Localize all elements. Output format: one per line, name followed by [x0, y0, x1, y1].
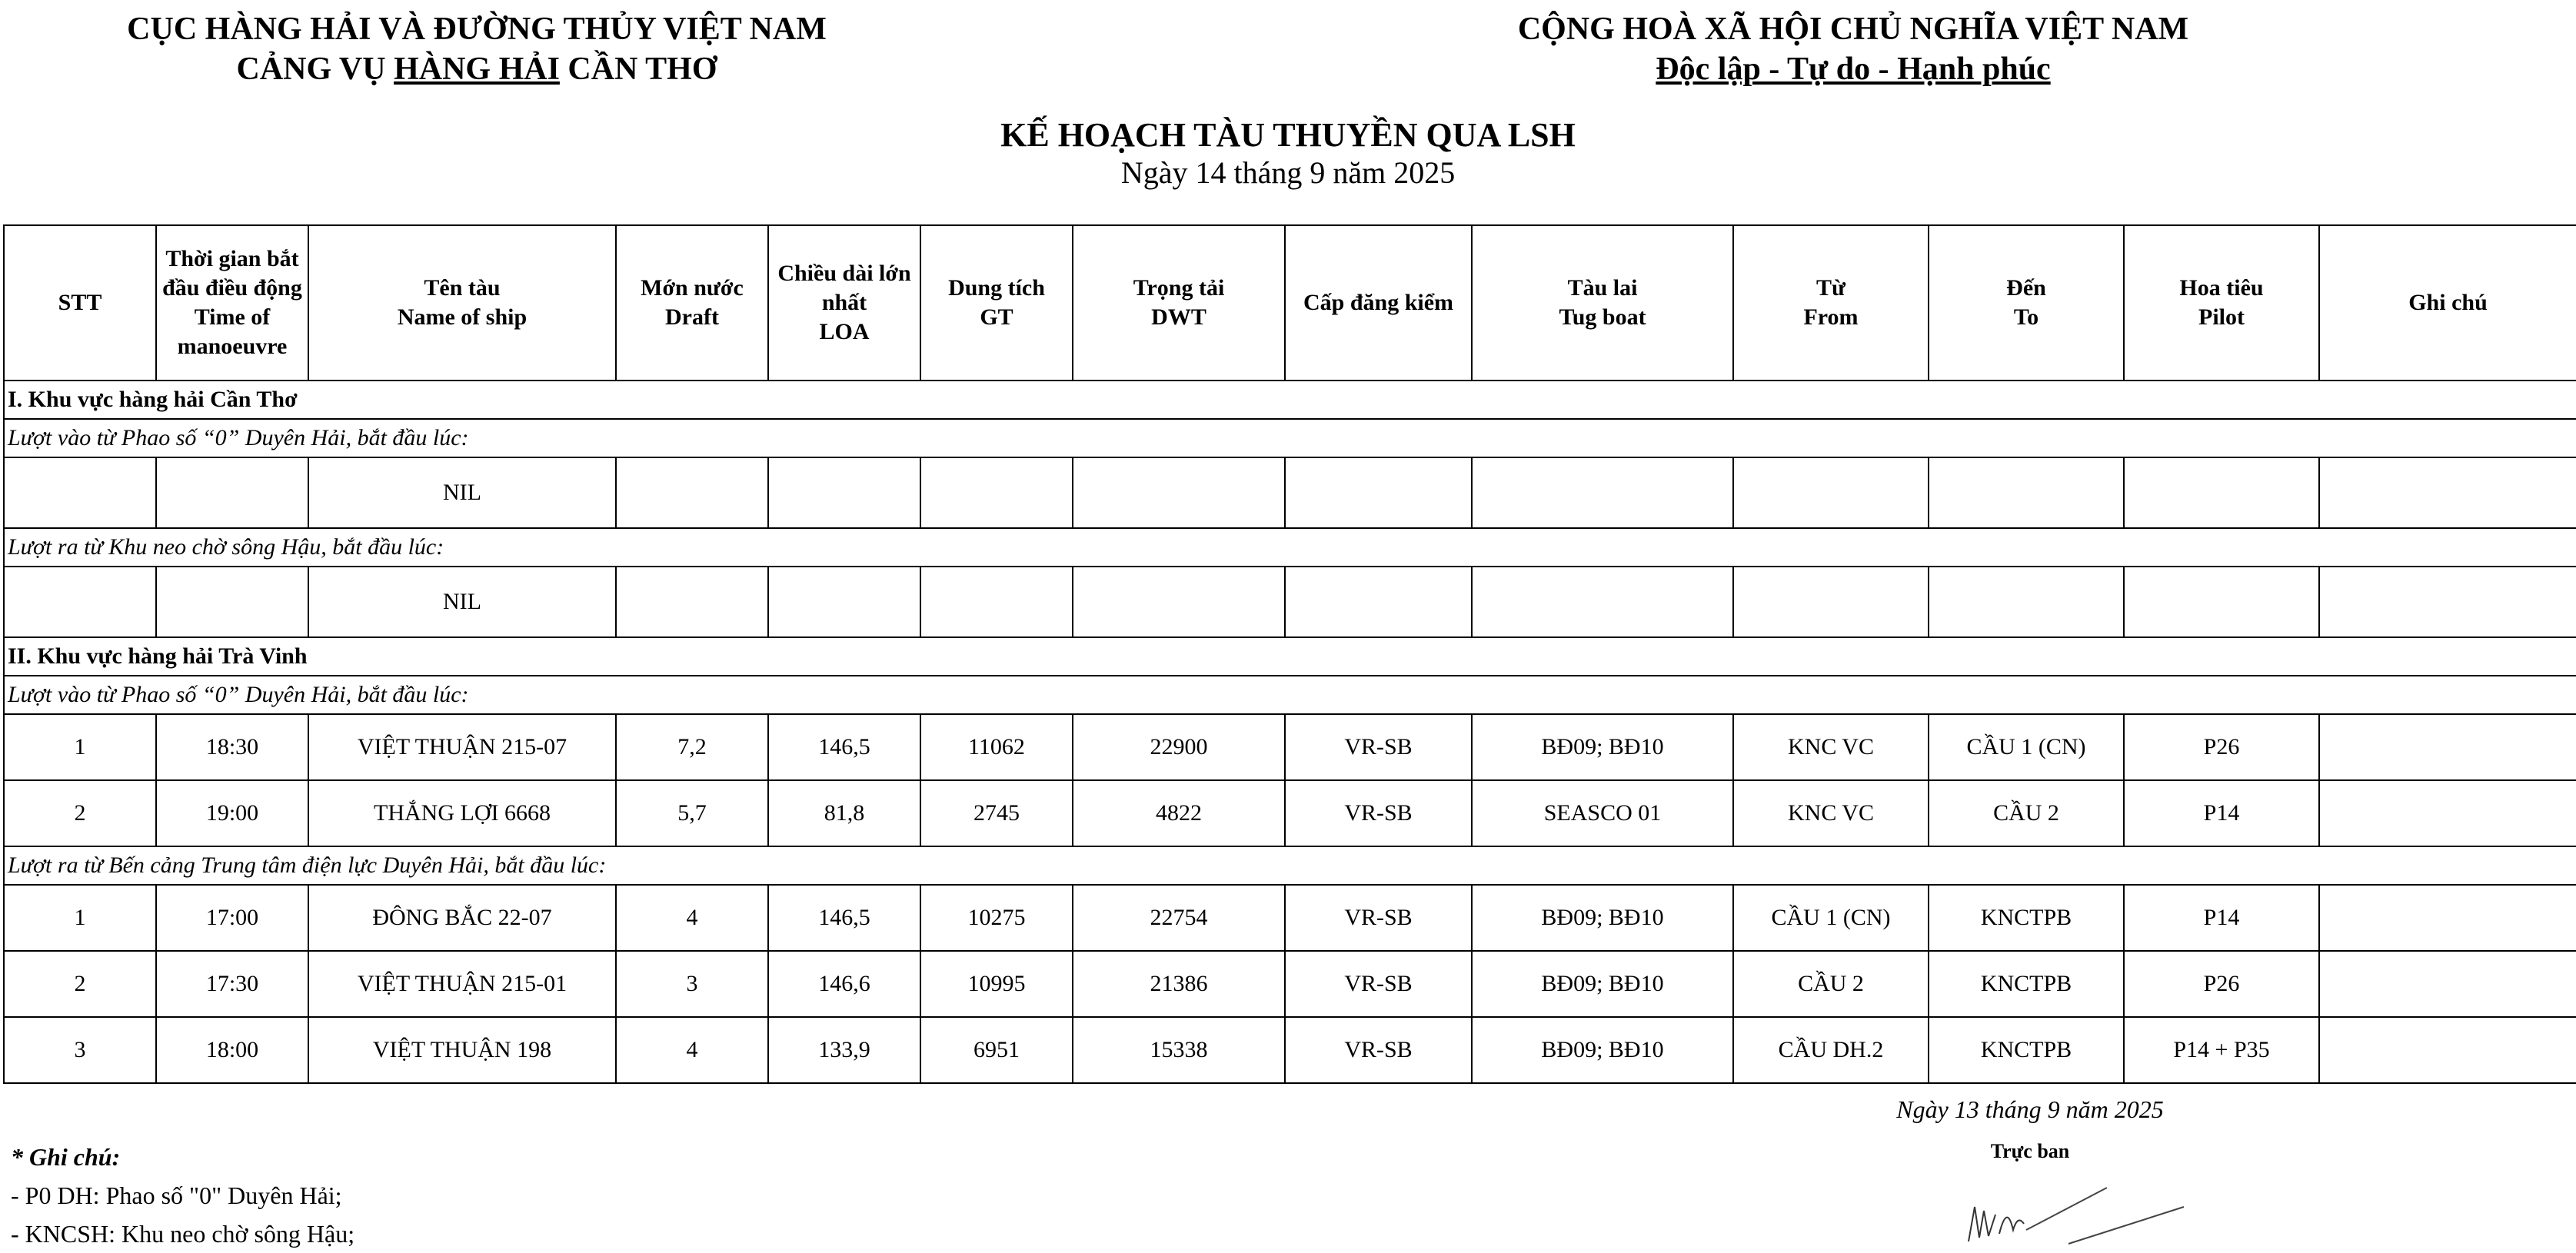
- table-cell: [2319, 1017, 2576, 1083]
- table-cell: [1472, 457, 1733, 528]
- table-cell: [2124, 457, 2319, 528]
- table-cell: 2: [4, 951, 156, 1017]
- table-cell: BĐ09; BĐ10: [1472, 1017, 1733, 1083]
- table-row: [4, 1017, 2576, 1083]
- section-title: II. Khu vực hàng hải Trà Vinh: [4, 637, 2576, 676]
- column-header-en: Draft: [665, 304, 719, 330]
- column-header-vi: STT: [58, 290, 102, 315]
- note-item: - KNCSH: Khu neo chờ sông Hậu;: [11, 1220, 355, 1248]
- column-header: [768, 225, 920, 381]
- table-cell: 11062: [920, 714, 1073, 780]
- table-cell: 4822: [1073, 780, 1285, 846]
- column-header: [1285, 225, 1472, 381]
- table-row: [4, 951, 2576, 1017]
- table-cell: 22754: [1073, 885, 1285, 951]
- table-cell: THẮNG LỢI 6668: [308, 780, 616, 846]
- column-header-en: From: [1803, 304, 1859, 330]
- table-cell: [2319, 457, 2576, 528]
- table-cell: 10275: [920, 885, 1073, 951]
- table-cell: P14: [2124, 780, 2319, 846]
- column-header: [1733, 225, 1929, 381]
- signature-date: Ngày 13 tháng 9 năm 2025: [1896, 1095, 2164, 1123]
- column-header-vi: Chiều dài lớn nhất: [777, 261, 911, 315]
- table-cell: [2319, 567, 2576, 637]
- table-cell: 21386: [1073, 951, 1285, 1017]
- table-cell: [1285, 457, 1472, 528]
- table-cell: 146,5: [768, 714, 920, 780]
- table-cell: BĐ09; BĐ10: [1472, 951, 1733, 1017]
- column-header-vi: Cấp đăng kiểm: [1303, 290, 1454, 315]
- document-date: Ngày 14 tháng 9 năm 2025: [1120, 155, 1456, 190]
- table-cell: P26: [2124, 714, 2319, 780]
- table-cell: [1073, 567, 1285, 637]
- handwritten-signature: [1953, 1176, 2199, 1248]
- table-cell: [1733, 567, 1929, 637]
- table-cell: VR-SB: [1285, 1017, 1472, 1083]
- note-item: - P0 DH: Phao số "0" Duyên Hải;: [11, 1182, 342, 1209]
- group-label: Lượt ra từ Bến cảng Trung tâm điện lực Duyên Hải, bắt đầu lúc:: [4, 846, 2576, 885]
- table-cell: KNCTPB: [1929, 885, 2124, 951]
- table-cell: 22900: [1073, 714, 1285, 780]
- table-cell: 2: [4, 780, 156, 846]
- table-cell: VIỆT THUẬN 215-07: [308, 714, 616, 780]
- column-header-vi: Thời gian bắt đầu điều động: [162, 246, 302, 301]
- table-cell: [1929, 567, 2124, 637]
- national-motto: Độc lập - Tự do - Hạnh phúc: [1656, 52, 2051, 87]
- column-header-en: To: [2013, 304, 2039, 330]
- table-cell: [2319, 780, 2576, 846]
- table-cell: BĐ09; BĐ10: [1472, 714, 1733, 780]
- vessel-plan-table: [3, 224, 2576, 1084]
- table-cell: 15338: [1073, 1017, 1285, 1083]
- table-cell: [1472, 567, 1733, 637]
- signature-role: Trực ban: [1990, 1140, 2070, 1162]
- column-header-vi: Từ: [1816, 275, 1845, 301]
- table-cell: KNCTPB: [1929, 1017, 2124, 1083]
- table-cell: [616, 457, 768, 528]
- table-cell: P26: [2124, 951, 2319, 1017]
- column-header-en: LOA: [819, 319, 870, 344]
- table-cell: 17:00: [156, 885, 308, 951]
- table-cell: CẦU 1 (CN): [1733, 885, 1929, 951]
- table-cell: [616, 567, 768, 637]
- table-cell: 19:00: [156, 780, 308, 846]
- group-label: Lượt vào từ Phao số “0” Duyên Hải, bắt đầu lúc:: [4, 419, 2576, 457]
- table-cell: 146,6: [768, 951, 920, 1017]
- column-header: [616, 225, 768, 381]
- table-row: [4, 714, 2576, 780]
- table-cell: CẦU 2: [1733, 951, 1929, 1017]
- table-cell: [920, 457, 1073, 528]
- column-header: [4, 225, 156, 381]
- table-cell: 18:00: [156, 1017, 308, 1083]
- table-cell: 7,2: [616, 714, 768, 780]
- column-header-vi: Dung tích: [948, 275, 1045, 301]
- section-row: [4, 381, 2576, 419]
- document-title: KẾ HOẠCH TÀU THUYỀN QUA LSH: [1000, 116, 1576, 154]
- column-header-vi: Trọng tải: [1133, 275, 1225, 301]
- table-cell: [2319, 951, 2576, 1017]
- agency-name: CỤC HÀNG HẢI VÀ ĐƯỜNG THỦY VIỆT NAM: [127, 12, 827, 47]
- column-header: [308, 225, 616, 381]
- table-row: [4, 457, 2576, 528]
- column-header-vi: Tàu lai: [1567, 275, 1638, 301]
- table-cell: 3: [616, 951, 768, 1017]
- table-cell: P14: [2124, 885, 2319, 951]
- table-cell: VR-SB: [1285, 714, 1472, 780]
- table-cell: VR-SB: [1285, 951, 1472, 1017]
- table-cell: [4, 567, 156, 637]
- table-cell: [2319, 885, 2576, 951]
- table-cell: 1: [4, 714, 156, 780]
- group-label: Lượt ra từ Khu neo chờ sông Hậu, bắt đầu lúc:: [4, 528, 2576, 567]
- table-cell: 5,7: [616, 780, 768, 846]
- table-cell: 3: [4, 1017, 156, 1083]
- column-header-en: Time of manoeuvre: [177, 304, 288, 359]
- table-row: [4, 885, 2576, 951]
- table-cell: CẦU 2: [1929, 780, 2124, 846]
- table-cell: ĐÔNG BẮC 22-07: [308, 885, 616, 951]
- table-cell: [920, 567, 1073, 637]
- table-cell: [1929, 457, 2124, 528]
- table-cell: [156, 457, 308, 528]
- table-cell: [1733, 457, 1929, 528]
- table-cell: [156, 567, 308, 637]
- table-cell: [2319, 714, 2576, 780]
- port-authority-name: CẢNG VỤ HÀNG HẢI CẦN THƠ: [236, 52, 717, 87]
- section-title: I. Khu vực hàng hải Cần Thơ: [4, 381, 2576, 419]
- table-cell: 18:30: [156, 714, 308, 780]
- group-row: [4, 846, 2576, 885]
- column-header: [1073, 225, 1285, 381]
- table-cell: SEASCO 01: [1472, 780, 1733, 846]
- table-cell: [2124, 567, 2319, 637]
- table-cell: NIL: [308, 567, 616, 637]
- table-cell: KNC VC: [1733, 714, 1929, 780]
- table-cell: 10995: [920, 951, 1073, 1017]
- column-header-vi: Mớn nước: [641, 275, 744, 301]
- table-cell: [4, 457, 156, 528]
- table-header-row: [4, 225, 2576, 381]
- group-label: Lượt vào từ Phao số “0” Duyên Hải, bắt đầu lúc:: [4, 676, 2576, 714]
- table-cell: VR-SB: [1285, 885, 1472, 951]
- column-header-en: GT: [980, 304, 1013, 330]
- table-cell: 146,5: [768, 885, 920, 951]
- table-cell: 6951: [920, 1017, 1073, 1083]
- group-row: [4, 676, 2576, 714]
- table-cell: KNCTPB: [1929, 951, 2124, 1017]
- column-header-en: Tug boat: [1559, 304, 1646, 330]
- notes-block: [11, 1138, 354, 1253]
- column-header-en: Name of ship: [397, 304, 528, 330]
- table-cell: KNC VC: [1733, 780, 1929, 846]
- section-row: [4, 637, 2576, 676]
- table-cell: CẦU DH.2: [1733, 1017, 1929, 1083]
- column-header-en: Pilot: [2198, 304, 2245, 330]
- notes-title: * Ghi chú:: [11, 1143, 121, 1171]
- column-header-vi: Ghi chú: [2408, 290, 2488, 315]
- table-cell: NIL: [308, 457, 616, 528]
- table-cell: [1285, 567, 1472, 637]
- column-header: [1929, 225, 2124, 381]
- column-header: [2124, 225, 2319, 381]
- column-header: [1472, 225, 1733, 381]
- national-header: [1461, 9, 2245, 89]
- column-header-en: DWT: [1151, 304, 1206, 330]
- table-cell: BĐ09; BĐ10: [1472, 885, 1733, 951]
- country-name: CỘNG HOÀ XÃ HỘI CHỦ NGHĨA VIỆT NAM: [1517, 12, 2189, 47]
- column-header: [920, 225, 1073, 381]
- table-cell: 4: [616, 1017, 768, 1083]
- table-cell: CẦU 1 (CN): [1929, 714, 2124, 780]
- table-cell: 2745: [920, 780, 1073, 846]
- table-cell: [768, 567, 920, 637]
- group-row: [4, 419, 2576, 457]
- group-row: [4, 528, 2576, 567]
- column-header-vi: Tên tàu: [424, 275, 501, 301]
- table-cell: P14 + P35: [2124, 1017, 2319, 1083]
- column-header-vi: Đến: [2006, 275, 2046, 301]
- agency-header: [115, 9, 838, 89]
- table-cell: VIỆT THUẬN 198: [308, 1017, 616, 1083]
- column-header: [156, 225, 308, 381]
- table-row: [4, 780, 2576, 846]
- table-row: [4, 567, 2576, 637]
- table-cell: [1073, 457, 1285, 528]
- column-header-vi: Hoa tiêu: [2179, 275, 2264, 301]
- table-cell: 133,9: [768, 1017, 920, 1083]
- table-cell: 17:30: [156, 951, 308, 1017]
- table-cell: 1: [4, 885, 156, 951]
- table-cell: 81,8: [768, 780, 920, 846]
- table-cell: 4: [616, 885, 768, 951]
- table-cell: VR-SB: [1285, 780, 1472, 846]
- table-cell: VIỆT THUẬN 215-01: [308, 951, 616, 1017]
- column-header: [2319, 225, 2576, 381]
- table-cell: [768, 457, 920, 528]
